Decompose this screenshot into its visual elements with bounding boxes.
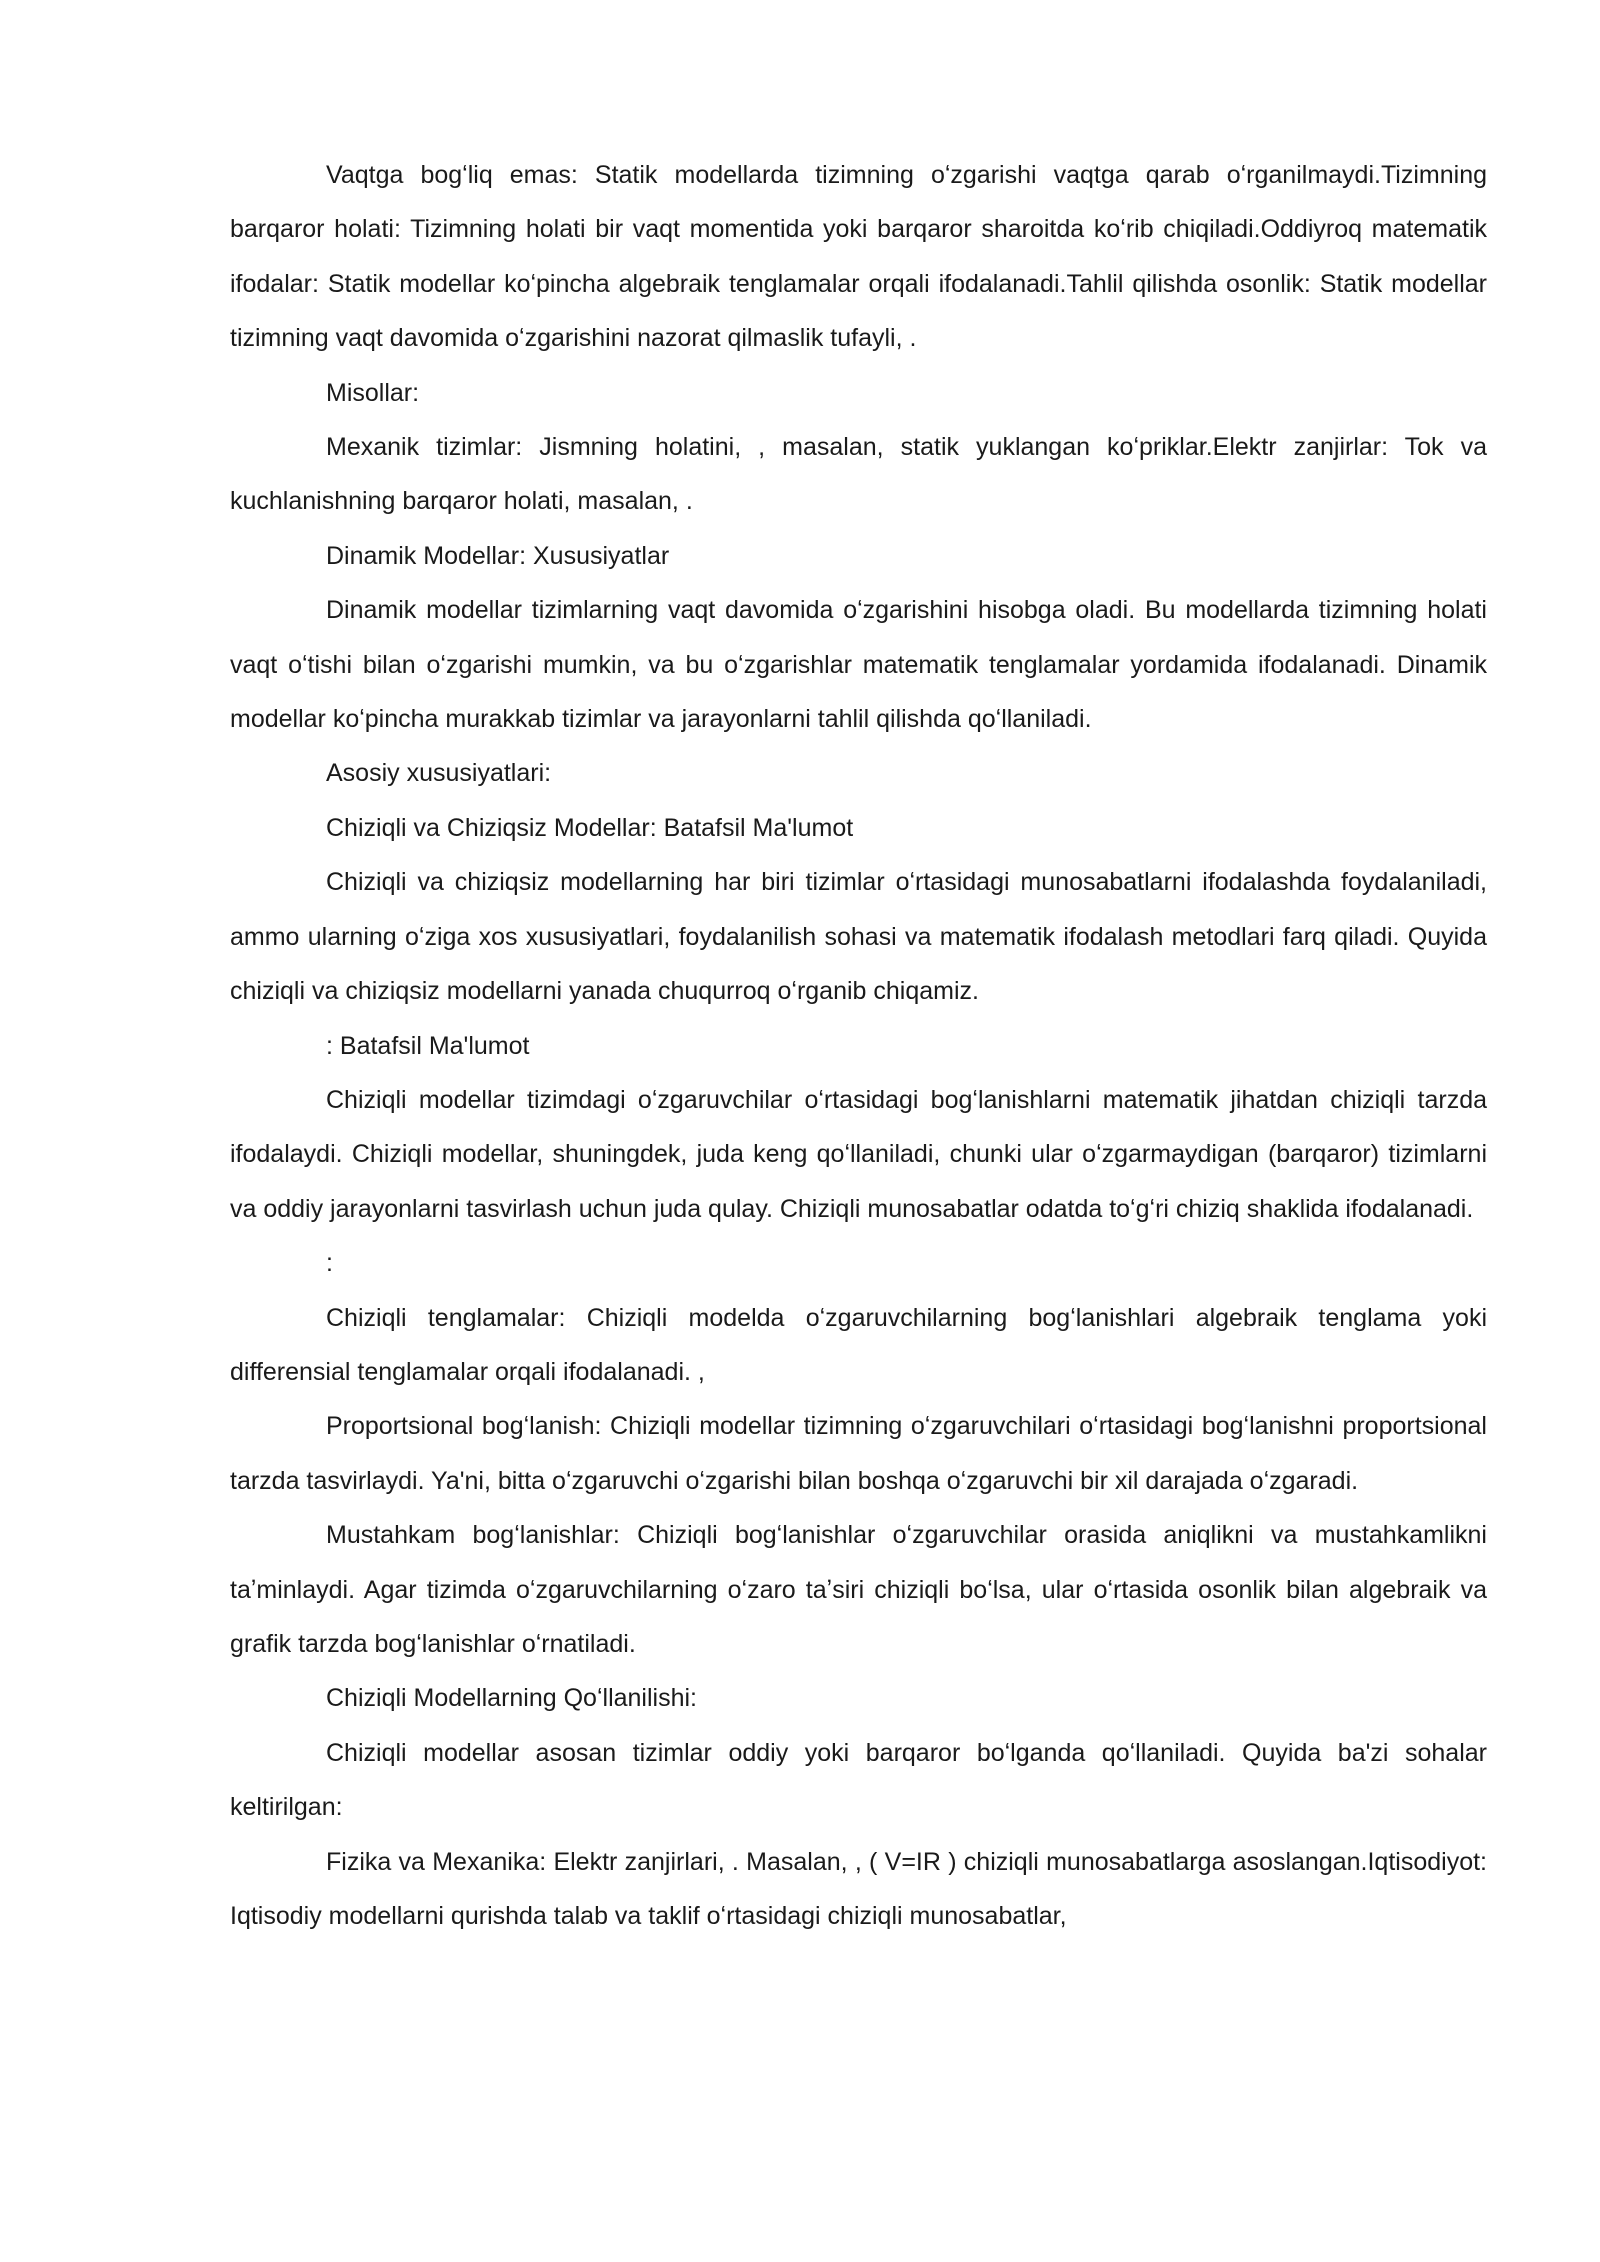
paragraph-applications: Chiziqli modellar asosan tizimlar oddiy yoki barqaror boʻlganda qoʻllaniladi. Quyida ba'zi sohalar keltirilgan:	[230, 1738, 1487, 1822]
paragraph-proportional: Proportsional bogʻlanish: Chiziqli modellar tizimning oʻzgaruvchilari oʻrtasidagi bogʻlanishni proportsional tarzda tasvirlaydi. Ya'ni, bitta oʻzgaruvchi oʻzgarishi bilan boshqa oʻzgaruvchi bir xil darajada oʻzgaradi.	[230, 1412, 1487, 1495]
paragraph-dynamic-models: Dinamik modellar tizimlarning vaqt davomida oʻzgarishini hisobga oladi. Bu modellarda tizimning holati vaqt oʻtishi bilan oʻzgarishi mumkin, va bu oʻzgarishlar matematik tenglamalar yordamida ifodalanadi. Dinamik modellar koʻpincha murakkab tizimlar va jarayonlarni tahlil qilishda qoʻllaniladi.	[230, 596, 1487, 734]
document-body	[230, 148, 1487, 1943]
paragraph-examples-heading: Misollar:	[326, 378, 420, 407]
paragraph-examples: Mexanik tizimlar: Jismning holatini, , masalan, statik yuklangan koʻpriklar.Elektr zanjirlar: Tok va kuchlanishning barqaror holati, masalan, .	[230, 433, 1487, 516]
paragraph-detailed-info-heading: : Batafsil Ma'lumot	[326, 1031, 530, 1060]
paragraph-physics-economics: Fizika va Mexanika: Elektr zanjirlari, . Masalan, , ( V=IR ) chiziqli munosabatlarga asoslangan.Iqtisodiyot: Iqtisodiy modellarni qurishda talab va taklif oʻrtasidagi chiziqli munosabatlar,	[230, 1847, 1487, 1930]
paragraph-applications-heading: Chiziqli Modellarning Qoʻllanilishi:	[326, 1684, 697, 1713]
paragraph-static-model-features: Vaqtga bogʻliq emas: Statik modellarda tizimning oʻzgarishi vaqtga qarab oʻrganilmaydi.Tizimning barqaror holati: Tizimning holati bir vaqt momentida yoki barqaror sharoitda koʻrib chiqiladi.Oddiyroq matematik ifodalar: Statik modellar koʻpincha algebraik tenglamalar orqali ifodalanadi.Tahlil qilishda osonlik: Statik modellar tizimning vaqt davomida oʻzgarishini nazorat qilmaslik tufayli, .	[230, 161, 1487, 353]
paragraph-colon: :	[326, 1249, 333, 1278]
paragraph-linear-nonlinear: Chiziqli va chiziqsiz modellarning har biri tizimlar oʻrtasidagi munosabatlarni ifodalashda foydalaniladi, ammo ularning oʻziga xos xususiyatlari, foydalanilish sohasi va matematik ifodalash metodlari farq qiladi. Quyida chiziqli va chiziqsiz modellarni yanada chuqurroq oʻrganib chiqamiz.	[230, 868, 1487, 1006]
paragraph-main-features-heading: Asosiy xususiyatlari:	[326, 759, 552, 788]
paragraph-strong-links: Mustahkam bogʻlanishlar: Chiziqli bogʻlanishlar oʻzgaruvchilar orasida aniqlikni va mustahkamlikni taʼminlaydi. Agar tizimda oʻzgaruvchilarning oʻzaro taʼsiri chiziqli boʻlsa, ular oʻrtasida osonlik bilan algebraik va grafik tarzda bogʻlanishlar oʻrnatiladi.	[230, 1521, 1487, 1658]
paragraph-linear-equations: Chiziqli tenglamalar: Chiziqli modelda oʻzgaruvchilarning bogʻlanishlari algebraik tenglama yoki differensial tenglamalar orqali ifodalanadi. ,	[230, 1303, 1487, 1386]
paragraph-linear-nonlinear-heading: Chiziqli va Chiziqsiz Modellar: Batafsil Ma'lumot	[326, 813, 854, 842]
paragraph-dynamic-models-heading: Dinamik Modellar: Xususiyatlar	[326, 541, 670, 570]
paragraph-linear-models: Chiziqli modellar tizimdagi oʻzgaruvchilar oʻrtasidagi bogʻlanishlarni matematik jihatdan chiziqli tarzda ifodalaydi. Chiziqli modellar, shuningdek, juda keng qoʻllaniladi, chunki ular oʻzgarmaydigan (barqaror) tizimlarni va oddiy jarayonlarni tasvirlash uchun juda qulay. Chiziqli munosabatlar odatda toʻgʻri chiziq shaklida ifodalanadi.	[230, 1085, 1487, 1223]
